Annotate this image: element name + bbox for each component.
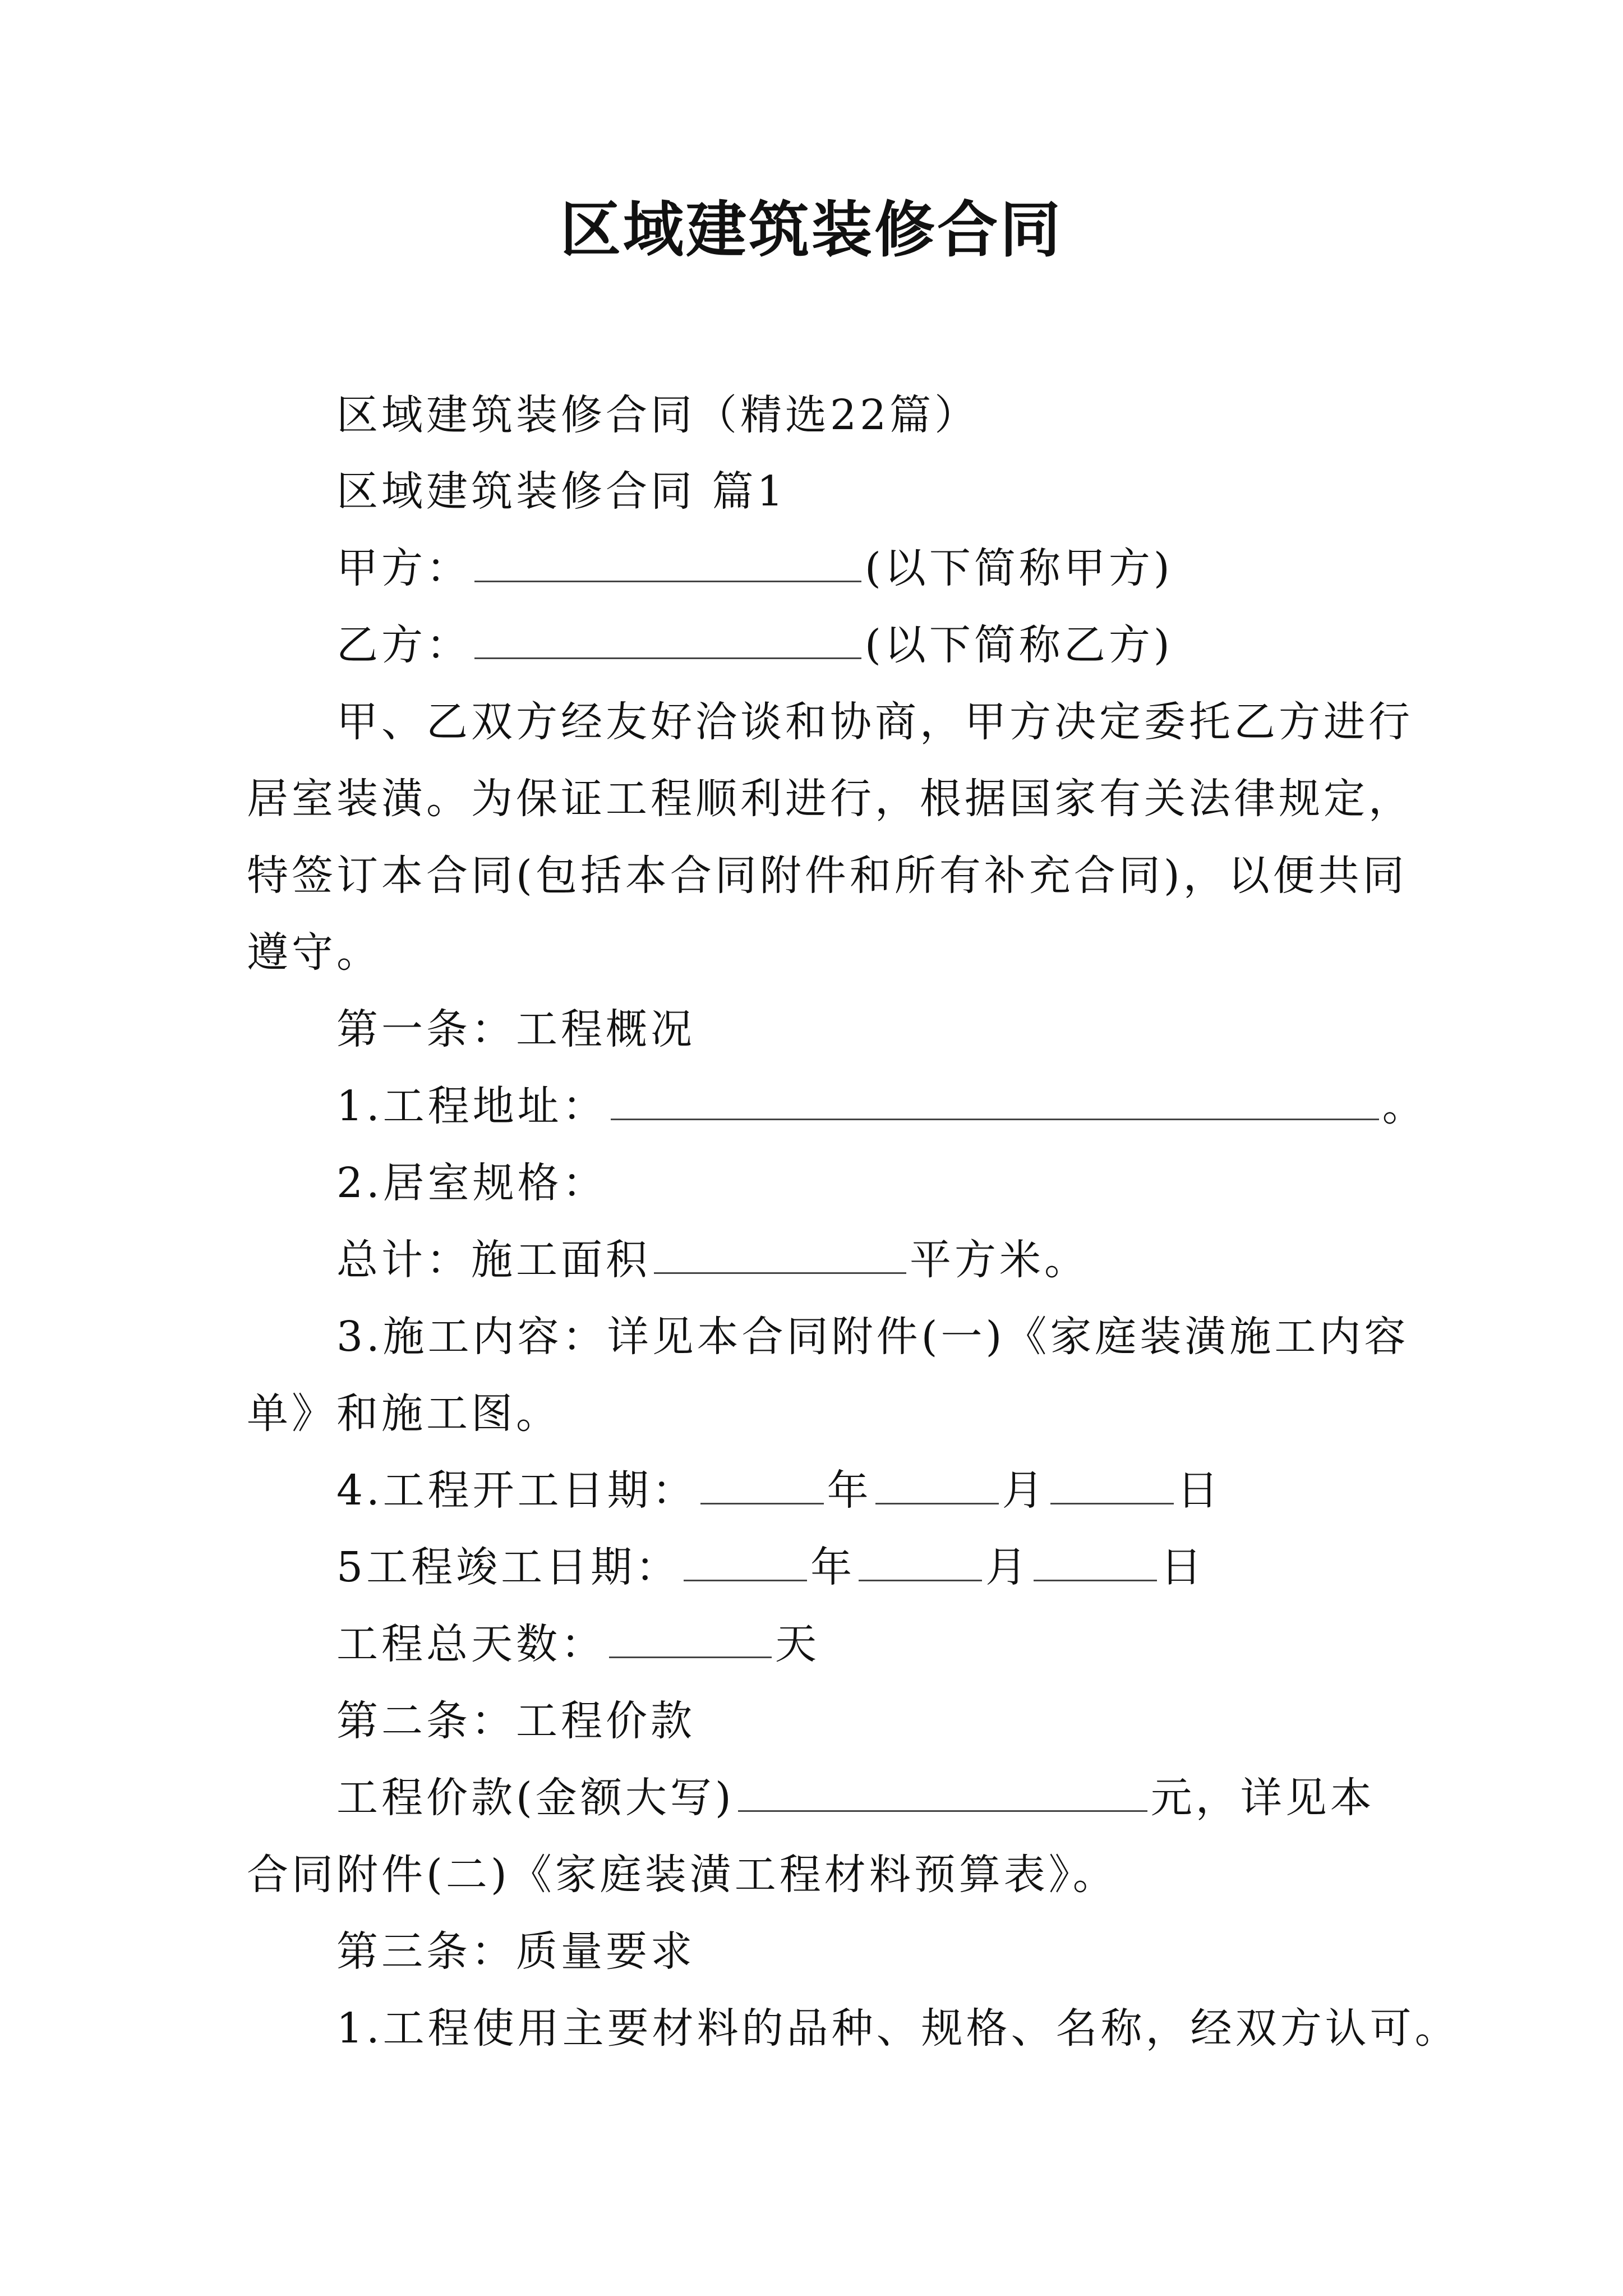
content-line-1: 3.施工内容：详见本合同附件(一)《家庭装潢施工内容 (336, 1313, 1409, 1361)
area-blank (654, 1233, 906, 1274)
end-year-blank (684, 1540, 807, 1581)
start-month-blank (875, 1464, 999, 1504)
intro-line-4: 遵守。 (247, 928, 381, 977)
end-date-line (336, 1539, 1205, 1595)
article3-item-1: 1.工程使用主要材料的品种、规格、名称，经双方认可。 (336, 2004, 1460, 2053)
party-b-label: 乙方： (336, 621, 471, 669)
total-days-label: 工程总天数： (336, 1620, 606, 1668)
article1-heading: 第一条：工程概况 (336, 1005, 695, 1053)
address-end: 。 (1382, 1082, 1427, 1130)
party-a-suffix: (以下简称甲方) (865, 544, 1173, 592)
price-line (336, 1770, 1375, 1826)
subtitle: 区域建筑装修合同（精选22篇） (336, 391, 980, 439)
start-year-label: 年 (827, 1466, 872, 1515)
party-a-line (336, 540, 1173, 596)
address-blank (611, 1079, 1379, 1120)
total-days-unit: 天 (775, 1620, 820, 1668)
start-year-blank (700, 1464, 824, 1504)
price-blank (738, 1771, 1147, 1812)
start-day-label: 日 (1177, 1466, 1222, 1515)
price-label: 工程价款(金额大写) (336, 1774, 735, 1822)
party-a-label: 甲方： (336, 544, 471, 592)
address-line (336, 1078, 1427, 1134)
address-label: 1.工程地址： (336, 1082, 607, 1130)
intro-line-1: 甲、乙双方经友好洽谈和协商，甲方决定委托乙方进行 (336, 698, 1413, 746)
spec-label: 2.居室规格： (336, 1159, 607, 1207)
start-day-blank (1050, 1464, 1174, 1504)
end-day-label: 日 (1160, 1543, 1206, 1591)
start-date-line (336, 1462, 1222, 1519)
area-unit: 平方米。 (910, 1236, 1089, 1284)
total-days-blank (609, 1617, 772, 1658)
end-month-blank (859, 1540, 982, 1581)
total-days-line (336, 1616, 820, 1672)
price-suffix: 元，详见本 (1150, 1774, 1375, 1822)
end-day-blank (1034, 1540, 1157, 1581)
document-title: 区域建筑装修合同 (560, 195, 1063, 265)
end-date-label: 5工程竣工日期： (336, 1543, 681, 1591)
party-b-suffix: (以下简称乙方) (865, 621, 1173, 669)
party-a-blank (474, 541, 861, 582)
area-label: 总计：施工面积 (336, 1236, 651, 1284)
end-month-label: 月 (985, 1543, 1031, 1591)
section-heading: 区域建筑装修合同 篇1 (336, 467, 787, 516)
party-b-blank (474, 618, 861, 659)
end-year-label: 年 (810, 1543, 856, 1591)
intro-line-3: 特签订本合同(包括本合同附件和所有补充合同)，以便共同 (247, 852, 1408, 900)
intro-line-2: 居室装潢。为保证工程顺利进行，根据国家有关法律规定， (247, 775, 1413, 823)
article2-heading: 第二条：工程价款 (336, 1697, 695, 1745)
article3-heading: 第三条：质量要求 (336, 1927, 695, 1976)
area-line (336, 1232, 1089, 1288)
start-date-label: 4.工程开工日期： (336, 1466, 697, 1515)
content-line-2: 单》和施工图。 (247, 1389, 561, 1438)
start-month-label: 月 (1002, 1466, 1047, 1515)
party-b-line (336, 617, 1173, 673)
price-line-2: 合同附件(二)《家庭装潢工程材料预算表》。 (247, 1851, 1118, 1899)
